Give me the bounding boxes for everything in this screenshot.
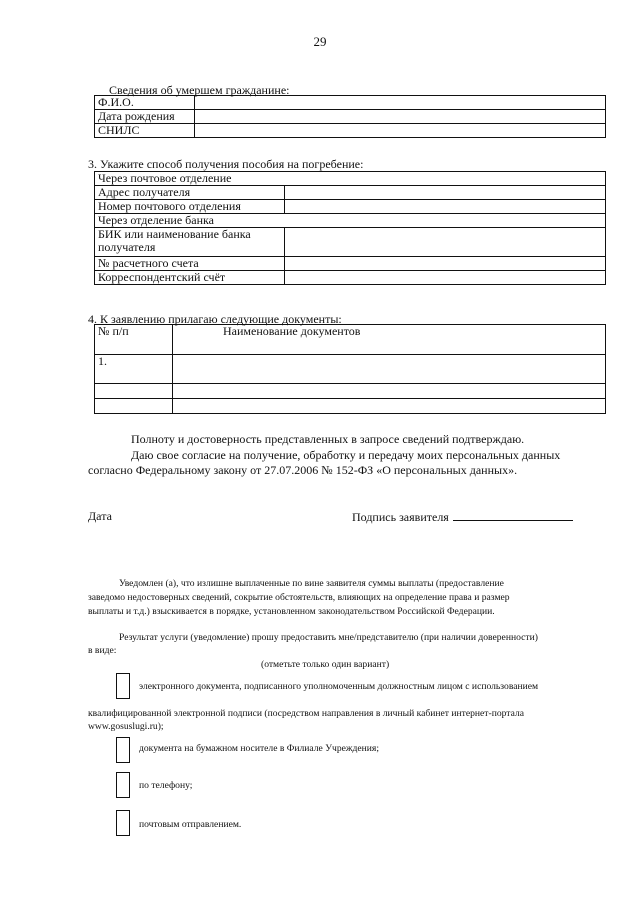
result-hint: (отметьте только один вариант) bbox=[261, 659, 390, 670]
doc-row-number bbox=[95, 399, 173, 414]
option-electronic-line2: квалифицированной электронной подписи (посредством направления в личный кабинет интернет-портала bbox=[88, 708, 524, 719]
signature-block bbox=[352, 509, 573, 524]
result-line2: в виде: bbox=[88, 645, 117, 656]
confirm-line1: Полноту и достоверность представленных в запросе сведений подтверждаю. bbox=[131, 432, 525, 446]
section4-heading: 4. К заявлению прилагаю следующие документы: bbox=[88, 312, 342, 326]
snils-field[interactable] bbox=[195, 124, 606, 138]
bik-label-line2: получателя bbox=[98, 240, 156, 254]
signature-label: Подпись заявителя bbox=[352, 510, 449, 524]
payment-label: Корреспондентский счёт bbox=[95, 271, 285, 285]
date-label: Дата bbox=[88, 509, 112, 523]
col-name-header: Наименование документов bbox=[173, 325, 606, 355]
electronic-checkbox[interactable] bbox=[116, 673, 130, 699]
notice-line3: выплаты и т.д.) взыскивается в порядке, установленном законодательством Российской Федерации. bbox=[88, 606, 495, 617]
payment-label: Адрес получателя bbox=[95, 186, 285, 200]
deceased-table bbox=[94, 95, 606, 138]
phone-checkbox[interactable] bbox=[116, 772, 130, 798]
birth-date-field[interactable] bbox=[195, 110, 606, 124]
notice-line1: Уведомлен (а), что излишне выплаченные по вине заявителя суммы выплаты (предоставление bbox=[119, 578, 504, 589]
documents-table bbox=[94, 324, 606, 414]
option-mail: почтовым отправлением. bbox=[139, 819, 242, 830]
account-number-field[interactable] bbox=[285, 257, 606, 271]
deceased-label: СНИЛС bbox=[95, 124, 195, 138]
section3-heading: 3. Укажите способ получения пособия на погребение: bbox=[88, 157, 364, 171]
signature-line[interactable] bbox=[453, 509, 573, 521]
option-electronic-line1: электронного документа, подписанного уполномоченным должностным лицом с использованием bbox=[139, 681, 539, 692]
doc-name-field[interactable] bbox=[173, 355, 606, 384]
post-office-option: Через почтовое отделение bbox=[95, 172, 606, 186]
payment-label: № расчетного счета bbox=[95, 257, 285, 271]
recipient-address-field[interactable] bbox=[285, 186, 606, 200]
option-phone: по телефону; bbox=[139, 780, 193, 791]
bik-label-line1: БИК или наименование банка bbox=[98, 227, 251, 241]
payment-label bbox=[95, 228, 285, 257]
doc-name-field[interactable] bbox=[173, 399, 606, 414]
result-line1: Результат услуги (уведомление) прошу предоставить мне/представителю (при наличии доверенности) bbox=[119, 632, 538, 643]
bik-field[interactable] bbox=[285, 228, 606, 257]
payment-method-table bbox=[94, 171, 606, 285]
col-number-header: № п/п bbox=[95, 325, 173, 355]
option-electronic-line3: www.gosuslugi.ru); bbox=[88, 721, 164, 732]
mail-checkbox[interactable] bbox=[116, 810, 130, 836]
notice-line2: заведомо недостоверных сведений, сокрытие обстоятельств, влияющих на определение права и размер bbox=[88, 592, 510, 603]
paper-checkbox[interactable] bbox=[116, 737, 130, 763]
bank-option: Через отделение банка bbox=[95, 214, 606, 228]
correspondent-account-field[interactable] bbox=[285, 271, 606, 285]
confirm-line3: согласно Федеральному закону от 27.07.2006 № 152-ФЗ «О персональных данных». bbox=[88, 463, 518, 477]
deceased-heading: Сведения об умершем гражданине: bbox=[109, 83, 290, 97]
option-paper: документа на бумажном носителе в Филиале Учреждения; bbox=[139, 743, 379, 754]
confirm-line2: Даю свое согласие на получение, обработку и передачу моих персональных данных bbox=[131, 448, 561, 462]
doc-row-number: 1. bbox=[95, 355, 173, 384]
doc-row-number bbox=[95, 384, 173, 399]
doc-name-field[interactable] bbox=[173, 384, 606, 399]
deceased-label: Дата рождения bbox=[95, 110, 195, 124]
fio-field[interactable] bbox=[195, 96, 606, 110]
payment-label: Номер почтового отделения bbox=[95, 200, 285, 214]
deceased-label: Ф.И.О. bbox=[95, 96, 195, 110]
post-office-number-field[interactable] bbox=[285, 200, 606, 214]
page-number: 29 bbox=[313, 34, 327, 49]
